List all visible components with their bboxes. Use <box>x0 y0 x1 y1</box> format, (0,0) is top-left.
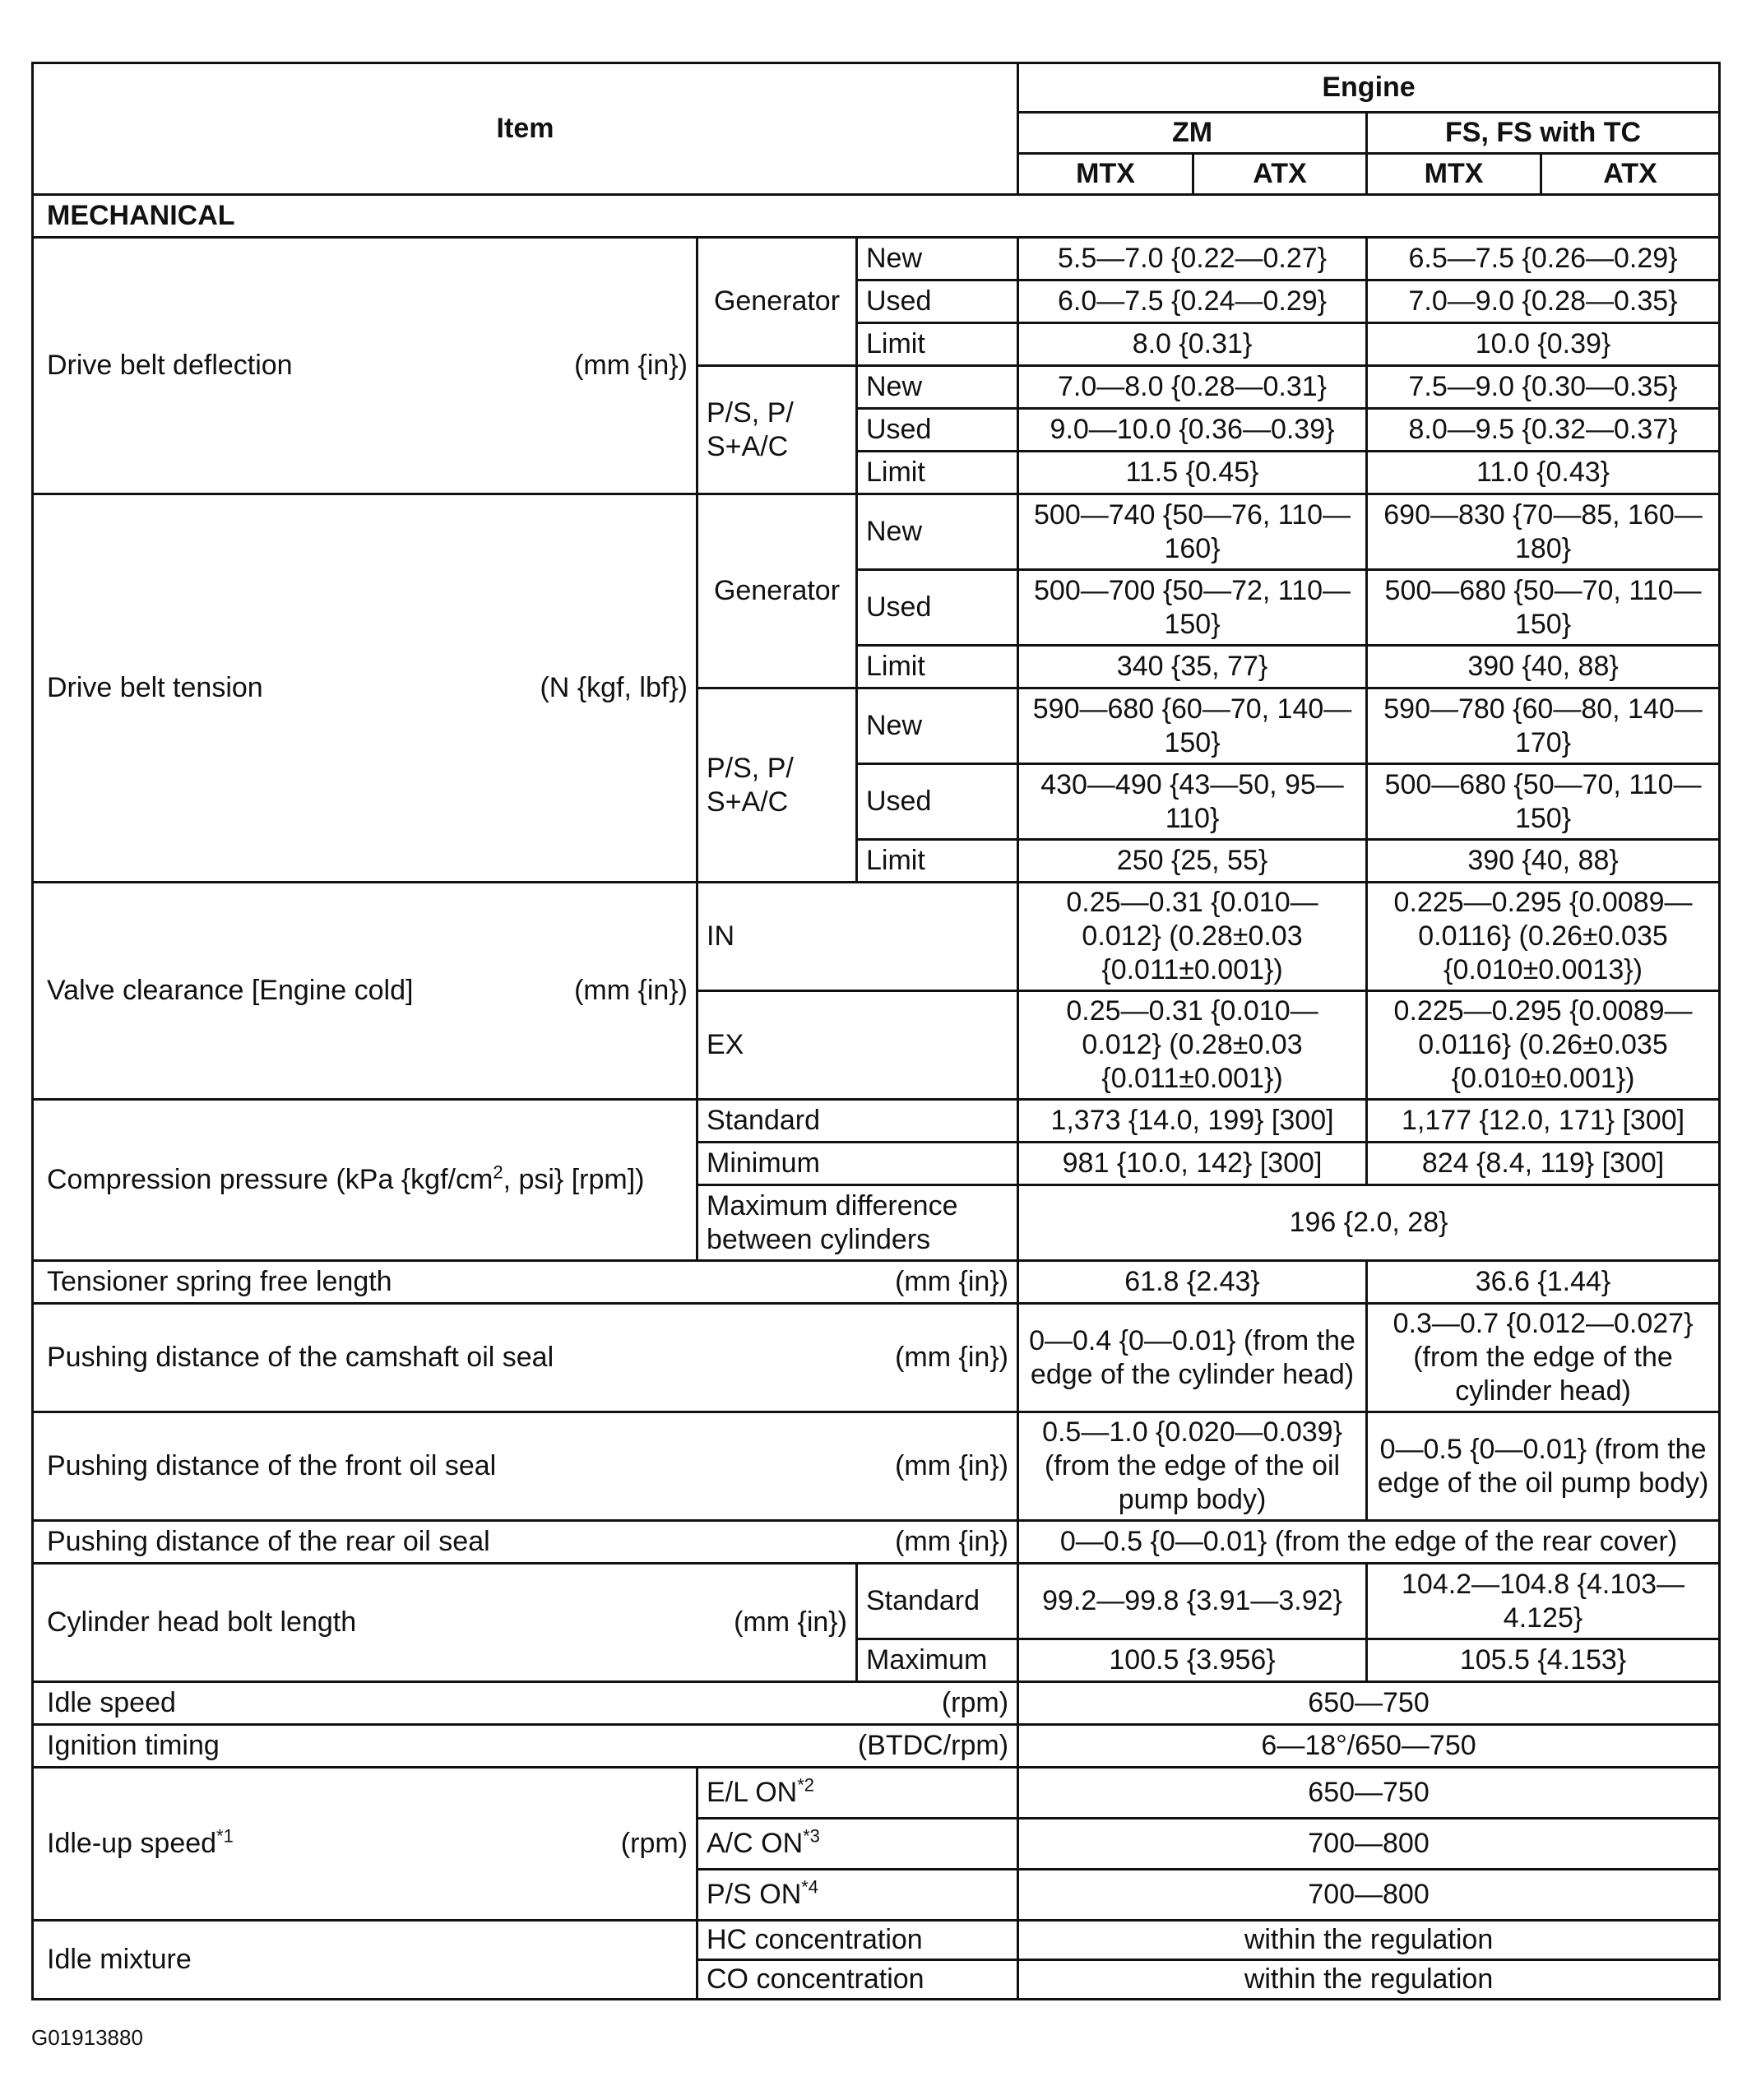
tension-ps-used-fs: 500—680 {50—70, 110—150} <box>1367 764 1720 840</box>
spring-unit: (mm {in}) <box>895 1266 1009 1298</box>
deflection-gen-limit-label: Limit <box>857 323 1018 366</box>
section-title: MECHANICAL <box>33 195 1720 238</box>
deflection-ps-limit-label: Limit <box>857 452 1018 494</box>
tension-gen-new-label: New <box>857 494 1018 570</box>
tension-gen-used-label: Used <box>857 570 1018 646</box>
idle-all: 650—750 <box>1018 1682 1720 1725</box>
mixture-co-label: CO concentration <box>697 1960 1018 2000</box>
idleup-unit: (rpm) <box>620 1828 688 1860</box>
tension-ps-used-label: Used <box>857 764 1018 840</box>
idleup-ac-label <box>697 1819 1018 1870</box>
idleup-ps-sup: *4 <box>801 1876 819 1898</box>
camseal-zm: 0—0.4 {0—0.01} (from the edge of the cylinder head) <box>1018 1304 1367 1412</box>
idleup-el-sup: *2 <box>797 1774 815 1796</box>
idle-unit: (rpm) <box>941 1687 1009 1719</box>
tension-gen-limit-label: Limit <box>857 646 1018 688</box>
figure-code: G01913880 <box>31 2025 143 2050</box>
valve-in-fs: 0.225—0.295 {0.0089—0.0116} (0.26±0.035 {0.010±0.0013}) <box>1367 883 1720 991</box>
deflection-gen-used-zm: 6.0—7.5 {0.24—0.29} <box>1018 280 1367 323</box>
camseal-unit: (mm {in}) <box>895 1342 1009 1374</box>
row-label-rearseal <box>33 1521 1018 1564</box>
header-zm-atx: ATX <box>1193 154 1367 195</box>
tension-ps-new-fs: 590—780 {60—80, 140—170} <box>1367 688 1720 764</box>
row-label-bolt <box>33 1564 857 1682</box>
ignition-all: 6—18°/650—750 <box>1018 1725 1720 1768</box>
deflection-ps-limit-fs: 11.0 {0.43} <box>1367 452 1720 494</box>
row-label-compression <box>33 1100 697 1261</box>
compression-label-b: , psi} [rpm]) <box>503 1164 645 1196</box>
deflection-gen-new-label: New <box>857 238 1018 280</box>
idleup-el-value: 650—750 <box>1018 1768 1720 1819</box>
tension-ps-new-label: New <box>857 688 1018 764</box>
row-label-deflection <box>33 238 697 494</box>
deflection-ps-new-label: New <box>857 366 1018 409</box>
header-engine: Engine <box>1018 63 1720 113</box>
row-label-valve <box>33 883 697 1100</box>
row-label-tension <box>33 494 697 883</box>
deflection-gen-limit-fs: 10.0 {0.39} <box>1367 323 1720 366</box>
bolt-max-fs: 105.5 {4.153} <box>1367 1639 1720 1682</box>
row-label-spring <box>33 1261 1018 1304</box>
compression-label-a: Compression pressure (kPa {kgf/cm <box>47 1164 494 1196</box>
tension-gen-new-fs: 690—830 {70—85, 160—180} <box>1367 494 1720 570</box>
mixture-hc-value: within the regulation <box>1018 1921 1720 1960</box>
deflection-ps-used-zm: 9.0—10.0 {0.36—0.39} <box>1018 409 1367 452</box>
mixture-co-value: within the regulation <box>1018 1960 1720 2000</box>
valve-unit: (mm {in}) <box>574 975 688 1007</box>
deflection-ps-new-fs: 7.5—9.0 {0.30—0.35} <box>1367 366 1720 409</box>
header-zm-mtx: MTX <box>1018 154 1193 195</box>
bolt-std-zm: 99.2—99.8 {3.91—3.92} <box>1018 1564 1367 1639</box>
bolt-std-fs: 104.2—104.8 {4.103—4.125} <box>1367 1564 1720 1639</box>
deflection-label: Drive belt deflection <box>47 350 293 382</box>
header-zm: ZM <box>1018 113 1367 154</box>
tension-ps-limit-zm: 250 {25, 55} <box>1018 840 1367 883</box>
compression-label-sup: 2 <box>493 1161 503 1183</box>
tension-gen-limit-zm: 340 {35, 77} <box>1018 646 1367 688</box>
tension-ps-limit-label: Limit <box>857 840 1018 883</box>
tension-ps-new-zm: 590—680 {60—70, 140—150} <box>1018 688 1367 764</box>
camseal-label: Pushing distance of the camshaft oil seal <box>47 1342 554 1374</box>
camseal-fs: 0.3—0.7 {0.012—0.027} (from the edge of the cylinder head) <box>1367 1304 1720 1412</box>
valve-label: Valve clearance [Engine cold] <box>47 975 414 1007</box>
row-label-idleup <box>33 1768 697 1921</box>
compression-maxdiff-all: 196 {2.0, 28} <box>1018 1185 1720 1261</box>
rearseal-unit: (mm {in}) <box>895 1526 1009 1558</box>
row-label-ignition <box>33 1725 1018 1768</box>
deflection-gen-new-fs: 6.5—7.5 {0.26—0.29} <box>1367 238 1720 280</box>
compression-std-fs: 1,177 {12.0, 171} [300] <box>1367 1100 1720 1143</box>
deflection-gen-new-zm: 5.5—7.0 {0.22—0.27} <box>1018 238 1367 280</box>
spring-label: Tensioner spring free length <box>47 1266 392 1298</box>
header-fs: FS, FS with TC <box>1367 113 1720 154</box>
ignition-unit: (BTDC/rpm) <box>857 1730 1009 1762</box>
frontseal-fs: 0—0.5 {0—0.01} (from the edge of the oil pump body) <box>1367 1412 1720 1521</box>
tension-gen-new-zm: 500—740 {50—76, 110—160} <box>1018 494 1367 570</box>
deflection-ps-used-label: Used <box>857 409 1018 452</box>
tension-ps: P/S, P/ S+A/C <box>697 688 857 883</box>
tension-gen-limit-fs: 390 {40, 88} <box>1367 646 1720 688</box>
deflection-ps-used-fs: 8.0—9.5 {0.32—0.37} <box>1367 409 1720 452</box>
idleup-ps-text: P/S ON <box>707 1879 802 1911</box>
idleup-label-sup: *1 <box>216 1825 234 1847</box>
bolt-standard-label: Standard <box>857 1564 1018 1639</box>
valve-ex-zm: 0.25—0.31 {0.010—0.012} (0.28±0.03 {0.011±0.001}) <box>1018 991 1367 1100</box>
header-fs-atx: ATX <box>1541 154 1720 195</box>
row-label-camseal <box>33 1304 1018 1412</box>
spec-table-wrapper <box>31 62 1718 2000</box>
bolt-label: Cylinder head bolt length <box>47 1606 357 1639</box>
valve-in-label: IN <box>697 883 1018 991</box>
spring-zm: 61.8 {2.43} <box>1018 1261 1367 1304</box>
mechanical-spec-table <box>31 62 1721 2000</box>
row-label-idle <box>33 1682 1018 1725</box>
bolt-maximum-label: Maximum <box>857 1639 1018 1682</box>
idleup-label: Idle-up speed <box>47 1828 217 1860</box>
deflection-gen-used-fs: 7.0—9.0 {0.28—0.35} <box>1367 280 1720 323</box>
idleup-el-label <box>697 1768 1018 1819</box>
tension-unit: (N {kgf, lbf}) <box>540 672 688 704</box>
tension-gen-used-zm: 500—700 {50—72, 110—150} <box>1018 570 1367 646</box>
compression-maxdiff-label: Maximum difference between cylinders <box>697 1185 1018 1261</box>
deflection-unit: (mm {in}) <box>574 350 688 382</box>
deflection-ps: P/S, P/ S+A/C <box>697 366 857 494</box>
valve-in-zm: 0.25—0.31 {0.010—0.012} (0.28±0.03 {0.011±0.001}) <box>1018 883 1367 991</box>
row-label-mixture: Idle mixture <box>33 1921 697 2000</box>
header-fs-mtx: MTX <box>1367 154 1541 195</box>
tension-label: Drive belt tension <box>47 672 263 704</box>
bolt-unit: (mm {in}) <box>734 1606 847 1639</box>
frontseal-zm: 0.5—1.0 {0.020—0.039} (from the edge of the oil pump body) <box>1018 1412 1367 1521</box>
valve-ex-label: EX <box>697 991 1018 1100</box>
rearseal-label: Pushing distance of the rear oil seal <box>47 1526 490 1558</box>
ignition-label: Ignition timing <box>47 1730 220 1762</box>
spring-fs: 36.6 {1.44} <box>1367 1261 1720 1304</box>
idleup-ac-sup: *3 <box>803 1825 820 1847</box>
rearseal-all: 0—0.5 {0—0.01} (from the edge of the rear cover) <box>1018 1521 1720 1564</box>
idleup-ps-label <box>697 1870 1018 1921</box>
deflection-gen-used-label: Used <box>857 280 1018 323</box>
tension-gen-used-fs: 500—680 {50—70, 110—150} <box>1367 570 1720 646</box>
compression-min-zm: 981 {10.0, 142} [300] <box>1018 1143 1367 1185</box>
row-label-frontseal <box>33 1412 1018 1521</box>
deflection-ps-new-zm: 7.0—8.0 {0.28—0.31} <box>1018 366 1367 409</box>
idle-label: Idle speed <box>47 1687 176 1719</box>
deflection-ps-limit-zm: 11.5 {0.45} <box>1018 452 1367 494</box>
tension-generator: Generator <box>697 494 857 688</box>
compression-minimum-label: Minimum <box>697 1143 1018 1185</box>
tension-ps-limit-fs: 390 {40, 88} <box>1367 840 1720 883</box>
deflection-gen-limit-zm: 8.0 {0.31} <box>1018 323 1367 366</box>
header-item: Item <box>33 63 1018 195</box>
deflection-generator: Generator <box>697 238 857 366</box>
idleup-ps-value: 700—800 <box>1018 1870 1720 1921</box>
compression-standard-label: Standard <box>697 1100 1018 1143</box>
frontseal-unit: (mm {in}) <box>895 1450 1009 1482</box>
frontseal-label: Pushing distance of the front oil seal <box>47 1450 497 1482</box>
mixture-hc-label: HC concentration <box>697 1921 1018 1960</box>
compression-std-zm: 1,373 {14.0, 199} [300] <box>1018 1100 1367 1143</box>
idleup-el-text: E/L ON <box>707 1777 798 1809</box>
idleup-ac-text: A/C ON <box>707 1828 804 1860</box>
idleup-ac-value: 700—800 <box>1018 1819 1720 1870</box>
bolt-max-zm: 100.5 {3.956} <box>1018 1639 1367 1682</box>
valve-ex-fs: 0.225—0.295 {0.0089—0.0116} (0.26±0.035 {0.010±0.001}) <box>1367 991 1720 1100</box>
compression-min-fs: 824 {8.4, 119} [300] <box>1367 1143 1720 1185</box>
tension-ps-used-zm: 430—490 {43—50, 95—110} <box>1018 764 1367 840</box>
